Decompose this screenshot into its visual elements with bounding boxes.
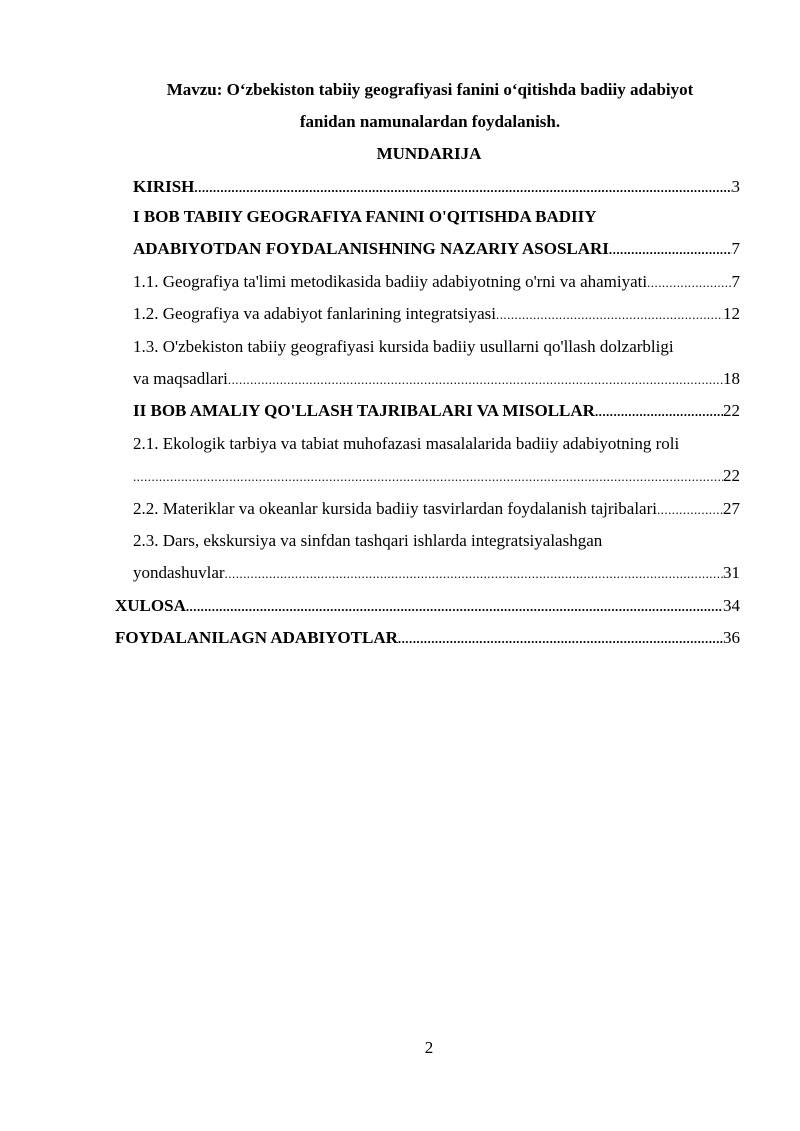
toc-entry-2-3: [133, 558, 740, 588]
page-number: 2: [424, 1038, 434, 1057]
leader-dots: [647, 267, 731, 297]
toc-entry-adabiyotlar: [115, 623, 740, 653]
toc-entry-bob1: [133, 234, 740, 264]
toc-entry-2-1-line1: [133, 429, 740, 459]
toc-entry-title: FOYDALANILAGN ADABIYOTLAR: [115, 628, 398, 647]
toc-entry-page: 7: [731, 272, 740, 291]
toc-entry-page: 31: [723, 563, 740, 582]
toc-entry-2-1: [133, 461, 740, 491]
toc-entry-1-3-line1: [133, 332, 740, 362]
leader-dots: [609, 234, 732, 264]
toc-entry-page: 34: [723, 596, 740, 615]
toc-entry-title: yondashuvlar: [133, 563, 225, 582]
leader-dots: [186, 591, 723, 621]
toc-entry-title: XULOSA: [115, 596, 186, 615]
toc-entry-1-3: [133, 364, 740, 394]
toc-entry-title: 1.2. Geografiya va adabiyot fanlarining integratsiyasi: [133, 304, 497, 323]
toc-entry-page: 36: [723, 628, 740, 647]
toc-entry-title: II BOB AMALIY QO'LLASH TAJRIBALARI VA MISOLLAR: [133, 401, 595, 420]
topic-line-1: Mavzu: O‘zbekiston tabiiy geografiyasi fanini o‘qitishda badiiy adabiyot: [166, 80, 694, 99]
leader-dots: [496, 299, 723, 329]
toc-entry-title: 1.3. O'zbekiston tabiiy geografiyasi kursida badiiy usullarni qo'llash dolzarbligi: [133, 337, 674, 356]
topic-line-2: fanidan namunalardan foydalanish.: [299, 112, 561, 131]
toc-entry-page: 22: [723, 466, 740, 485]
document-topic: [120, 74, 740, 138]
leader-dots: [228, 364, 723, 394]
leader-dots: [657, 494, 723, 524]
toc-entry-page: 22: [723, 401, 740, 420]
leader-dots: [194, 172, 731, 202]
toc-entry-title: 1.1. Geografiya ta'limi metodikasida badiiy adabiyotning o'rni va ahamiyati: [133, 272, 648, 291]
toc-entry-page: 7: [731, 239, 740, 258]
toc-entry-xulosa: [115, 591, 740, 621]
toc-entry-2-3-line1: [133, 526, 740, 556]
toc-entry-page: 3: [731, 177, 740, 196]
toc-heading: MUNDARIJA: [376, 144, 482, 163]
toc-entry-2-2: [133, 494, 740, 524]
toc-entry-page: 18: [723, 369, 740, 388]
toc-entry-bob2: [133, 396, 740, 426]
leader-dots: [398, 623, 723, 653]
toc-entry-page: 27: [723, 499, 740, 518]
toc-entry-title: va maqsadlari: [133, 369, 228, 388]
toc-entry-1-2: [133, 299, 740, 329]
leader-dots: [225, 558, 723, 588]
toc-entry-page: 12: [723, 304, 740, 323]
toc-entry-title: KIRISH: [133, 177, 195, 196]
toc-entry-title: 2.3. Dars, ekskursiya va sinfdan tashqari ishlarda integratsiyalashgan: [133, 531, 603, 550]
toc-entry-title: 2.1. Ekologik tarbiya va tabiat muhofazasi masalalarida badiiy adabiyotning roli: [133, 434, 680, 453]
toc-entry-title: ADABIYOTDAN FOYDALANISHNING NAZARIY ASOSLARI: [133, 239, 609, 258]
toc-entry-title: I BOB TABIIY GEOGRAFIYA FANINI O'QITISHDA BADIIY: [133, 207, 597, 226]
toc-entry-bob1-line1: [133, 202, 740, 232]
toc-entry-1-1: [133, 267, 740, 297]
leader-dots: [133, 461, 723, 491]
leader-dots: [595, 396, 723, 426]
toc-entry-title: 2.2. Materiklar va okeanlar kursida badiiy tasvirlardan foydalanish tajribalari: [133, 499, 657, 518]
toc-entry-kirish: [133, 172, 740, 202]
